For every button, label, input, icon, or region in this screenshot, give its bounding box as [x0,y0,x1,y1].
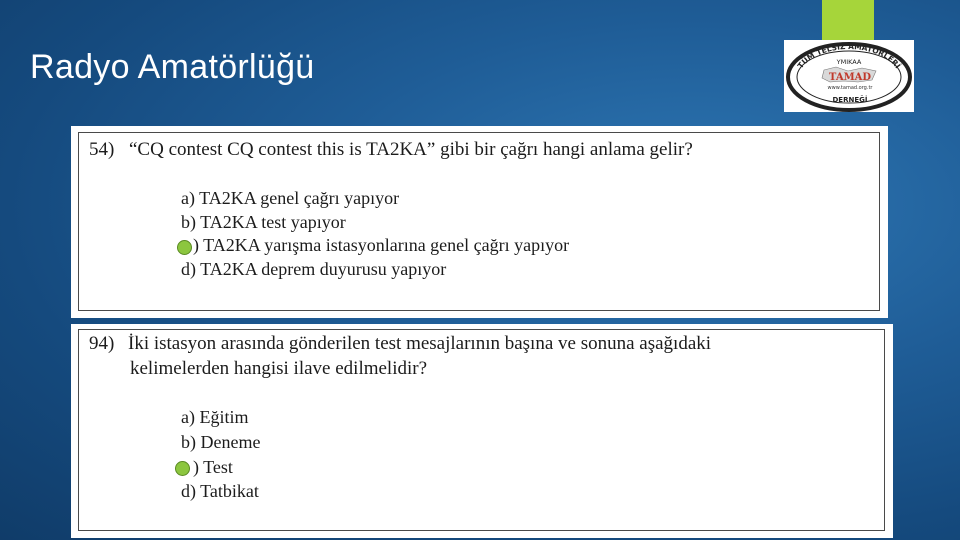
logo-center-text: TAMAD [828,72,872,83]
option-d: d) TA2KA deprem duyurusu yapıyor [181,259,447,279]
option-c: ) Test [193,457,233,477]
logo-bottom-text: DERNEĞİ [832,96,868,104]
question-text-line-1: İki istasyon arasında gönderilen test mesajlarının başına ve sonuna aşağıdaki [128,333,712,354]
question-panel-94 [71,324,893,538]
logo-top-text: YMIKAA [836,58,862,66]
option-a: a) TA2KA genel çağrı yapıyor [181,188,400,208]
accent-bar [822,0,874,40]
slide-title: Radyo Amatörlüğü [30,48,315,86]
logo-arc-text: TÜM TELSİZ AMATÖRLERİ [795,41,903,71]
association-logo [784,40,914,112]
option-c: ) TA2KA yarışma istasyonlarına genel çağrı yapıyor [193,235,570,255]
question-number: 54) [89,139,115,160]
question-number: 94) [89,333,115,354]
answer-marker [175,461,190,476]
logo-url-text: www.tamad.org.tr [827,85,873,91]
question-text-line-2: kelimelerden hangisi ilave edilmelidir? [130,358,428,379]
option-b: b) TA2KA test yapıyor [181,212,346,232]
logo-graphic [784,40,914,112]
option-a: a) Eğitim [181,407,249,427]
answer-marker [177,240,192,255]
option-b: b) Deneme [181,432,261,452]
question-text: “CQ contest CQ contest this is TA2KA” gibi bir çağrı hangi anlama gelir? [129,139,693,160]
option-d: d) Tatbikat [181,481,259,501]
question-panel-54 [71,126,888,318]
